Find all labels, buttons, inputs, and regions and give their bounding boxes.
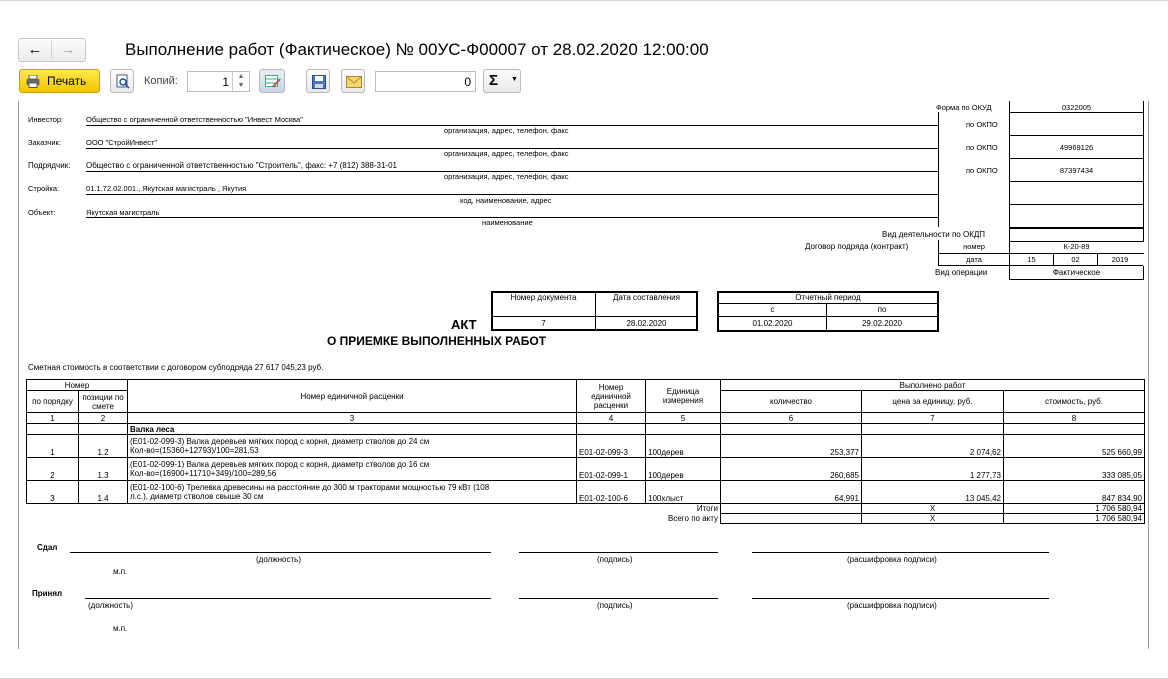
- grand-label: Всего по акту: [668, 514, 718, 523]
- col-num: 3: [128, 413, 577, 424]
- investor-value: Общество с ограниченной ответственностью "Инвест Москва": [86, 115, 303, 124]
- okpo-value: 87397434: [1059, 166, 1094, 175]
- contractor-label: Подрядчик:: [28, 161, 71, 170]
- accepted-signature-line: [519, 598, 718, 599]
- number-label: номер: [963, 242, 985, 251]
- table-row: [27, 481, 1145, 504]
- col-num: 4: [577, 413, 646, 424]
- contract-row-line: [938, 253, 1144, 254]
- period-row-line: [717, 316, 939, 317]
- okpo-value: 49969126: [1059, 143, 1094, 152]
- customer-label: Заказчик:: [28, 138, 61, 147]
- empty-cell: [721, 514, 862, 524]
- row-calc-text: Кол-во=(15360+12793)/100=281,53: [130, 446, 259, 455]
- window-top-border: [0, 0, 1168, 1]
- col-num: 8: [1004, 413, 1145, 424]
- doc-number-row-line: [491, 316, 698, 317]
- row-order: 1: [27, 435, 79, 458]
- edit-mode-button[interactable]: [259, 69, 285, 93]
- save-button[interactable]: [306, 69, 330, 93]
- empty-cell: [721, 504, 862, 514]
- table-row: [27, 435, 1145, 458]
- handed-decode-line: [752, 552, 1049, 553]
- customer-value: ООО "СтройИнвест": [86, 138, 158, 147]
- codes-row-line: [1009, 112, 1144, 113]
- row-position: 1.2: [79, 435, 128, 458]
- decode-caption: (расшифровка подписи): [847, 555, 937, 564]
- row-calc-text: Кол-во=(16900+11710+349)/100=289,56: [130, 469, 277, 478]
- col-num: 6: [721, 413, 862, 424]
- caption-org: организация, адрес, телефон, факс: [444, 172, 569, 181]
- handed-signature-line: [519, 552, 718, 553]
- stamp-label: м.п.: [113, 624, 128, 633]
- empty-cell: [646, 424, 721, 435]
- caption-org: организация, адрес, телефон, факс: [444, 149, 569, 158]
- act-subtitle: О ПРИЕМКЕ ВЫПОЛНЕННЫХ РАБОТ: [327, 334, 547, 348]
- stamp-label: м.п.: [113, 567, 128, 576]
- caption-org: организация, адрес, телефон, факс: [444, 126, 569, 135]
- object-value: Якутская магистраль: [86, 208, 160, 217]
- doc-number-header: Номер документа: [510, 293, 577, 302]
- row-cost: 333 085,05: [1004, 458, 1145, 481]
- send-email-button[interactable]: [341, 69, 365, 93]
- site-label: Стройка:: [28, 184, 60, 193]
- empty-cell: [1004, 424, 1145, 435]
- header-position: позиции по смете: [79, 391, 128, 413]
- row-unit: 100дерев: [646, 435, 721, 458]
- caption-name: наименование: [482, 218, 533, 227]
- header-price: цена за единицу, руб.: [862, 391, 1004, 413]
- operation-label: Вид операции: [935, 268, 988, 277]
- header-number: Номер: [27, 380, 128, 391]
- sum-value: 0: [464, 75, 471, 89]
- totals-label: Итоги: [696, 504, 718, 514]
- period-to-value: 29.02.2020: [861, 319, 903, 328]
- okpo-label: по ОКПО: [966, 143, 998, 152]
- row-unit: 100дерев: [646, 458, 721, 481]
- section-row: [27, 424, 1145, 435]
- accepted-label: Принял: [32, 589, 63, 598]
- totals-x: X: [862, 504, 1004, 514]
- envelope-icon: [346, 76, 362, 88]
- codes-left-line: [938, 112, 939, 227]
- sum-field[interactable]: [375, 71, 476, 92]
- copies-spinner[interactable]: [232, 72, 249, 91]
- back-button[interactable]: [19, 39, 51, 61]
- row-code: Е01-02-100-6: [577, 481, 646, 504]
- page-title: Выполнение работ (Фактическое) № 00УС-Ф00007 от 28.02.2020 12:00:00: [125, 40, 709, 59]
- sheet-left-border: [18, 101, 19, 649]
- site-line: [86, 194, 938, 195]
- decode-caption: (расшифровка подписи): [847, 601, 937, 610]
- row-cost: 847 834,90: [1004, 481, 1145, 504]
- row-name: [128, 458, 577, 481]
- copies-input[interactable]: [187, 71, 250, 92]
- sheet-right-border: [1148, 101, 1149, 649]
- spin-down-icon[interactable]: ▼: [237, 82, 245, 89]
- row-price: 1 277,73: [862, 458, 1004, 481]
- object-label: Объект:: [28, 208, 56, 217]
- accepted-decode-line: [752, 598, 1049, 599]
- okud-value: 0322005: [1061, 103, 1092, 112]
- codes-row-line: [1009, 158, 1144, 159]
- copies-value: 1: [222, 75, 229, 89]
- codes-row-line: [1009, 135, 1144, 136]
- date-day: 15: [1027, 255, 1036, 264]
- header-cost: стоимость, руб.: [1004, 391, 1145, 413]
- handed-position-line: [70, 552, 491, 553]
- spin-up-icon[interactable]: ▲: [237, 73, 245, 80]
- row-code: Е01-02-099-1: [577, 458, 646, 481]
- signature-caption: (подпись): [597, 555, 633, 564]
- row-unit: 100хлыст: [646, 481, 721, 504]
- empty-cell: [721, 424, 862, 435]
- investor-label: Инвестор:: [28, 115, 64, 124]
- accepted-position-line: [85, 598, 491, 599]
- okdp-label: Вид деятельности по ОКДП: [882, 230, 986, 239]
- doc-number-value: 7: [541, 319, 546, 328]
- magnifier-page-icon: [116, 74, 130, 89]
- codes-box: [1009, 101, 1144, 228]
- date-label: дата: [966, 255, 982, 264]
- position-caption: (должность): [88, 601, 133, 610]
- totals-row: [27, 504, 1145, 514]
- header-unit: Единица измерения: [646, 380, 721, 413]
- column-number-row: [27, 413, 1145, 424]
- date-year: 2019: [1111, 255, 1129, 264]
- doc-date-value: 28.02.2020: [626, 319, 667, 328]
- forward-button[interactable]: [52, 39, 84, 61]
- copies-label: Копий:: [144, 75, 178, 87]
- arrow-left-icon: ←: [27, 41, 43, 58]
- okpo-label: по ОКПО: [966, 120, 998, 129]
- row-code: Е01-02-099-3: [577, 435, 646, 458]
- row-qty: 253,377: [721, 435, 862, 458]
- works-table: [26, 379, 1145, 524]
- number-value: К-20-89: [1063, 242, 1090, 251]
- col-num: 2: [79, 413, 128, 424]
- period-from-label: с: [770, 305, 775, 314]
- okud-label: Форма по ОКУД: [936, 103, 992, 112]
- row-order: 2: [27, 458, 79, 481]
- row-name: [128, 435, 577, 458]
- header-done: Выполнено работ: [721, 380, 1145, 391]
- col-num: 1: [27, 413, 79, 424]
- navigation-buttons: [18, 38, 86, 62]
- table-header-row: [27, 380, 1145, 391]
- header-rate: Номер единичной расценки: [128, 380, 577, 413]
- row-calc-text: л.с.), диаметр стволов свыше 30 см: [130, 492, 264, 501]
- row-name-text: (Е01-02-100-6) Трелевка древесины на расстояние до 300 м тракторами мощностью 79 кВт (108: [130, 483, 490, 492]
- row-order: 3: [27, 481, 79, 504]
- grand-value: 1 706 580,94: [1004, 514, 1145, 524]
- grand-total-row: [27, 514, 1145, 524]
- preview-button[interactable]: [110, 69, 134, 93]
- period-from-value: 01.02.2020: [752, 319, 793, 328]
- operation-value: Фактическое: [1052, 268, 1101, 277]
- doc-date-header: Дата составления: [613, 293, 680, 302]
- period-to-label: по: [877, 305, 887, 314]
- row-qty: 260,685: [721, 458, 862, 481]
- row-name: [128, 481, 577, 504]
- codes-row-line: [1009, 204, 1144, 205]
- header-rate-number: Номер единичной расценки: [577, 380, 646, 413]
- row-cost: 525 660,99: [1004, 435, 1145, 458]
- site-value: 01.1.72.02.001., Якутская магистраль , Якутия: [86, 184, 247, 193]
- date-month: 02: [1071, 255, 1080, 264]
- col-num: 5: [646, 413, 721, 424]
- printer-icon: [26, 75, 40, 88]
- floppy-disk-icon: [312, 75, 326, 89]
- empty-cell: [27, 424, 79, 435]
- caption-code: код, наименование, адрес: [460, 196, 552, 205]
- doc-number-divider: [595, 291, 596, 331]
- arrow-right-icon: →: [60, 41, 76, 58]
- section-title: Валка леса: [128, 424, 577, 435]
- contractor-value: Общество с ограниченной ответственностью "Строитель", факс: +7 (812) 388-31-01: [86, 161, 397, 170]
- chevron-down-icon: ▼: [511, 76, 518, 83]
- sigma-icon: Σ: [489, 72, 499, 89]
- table-row: [27, 458, 1145, 481]
- row-name-text: (Е01-02-099-1) Валка деревьев мягких пород с корня, диаметр стволов до 16 см: [130, 460, 430, 469]
- position-caption: (должность): [256, 555, 301, 564]
- print-label: Печать: [47, 74, 87, 88]
- contract-label: Договор подряда (контракт): [805, 242, 909, 251]
- header-order: по порядку: [27, 391, 79, 413]
- act-title: АКТ: [451, 317, 477, 332]
- grand-x: X: [862, 514, 1004, 524]
- row-position: 1.3: [79, 458, 128, 481]
- signature-caption: (подпись): [597, 601, 633, 610]
- row-price: 2 074,62: [862, 435, 1004, 458]
- period-row-line: [717, 303, 939, 304]
- row-position: 1.4: [79, 481, 128, 504]
- empty-cell: [79, 424, 128, 435]
- row-qty: 64,991: [721, 481, 862, 504]
- codes-row-line: [1009, 181, 1144, 182]
- period-header: Отчетный период: [795, 293, 861, 302]
- print-button[interactable]: [19, 69, 100, 93]
- totals-value: 1 706 580,94: [1004, 504, 1145, 514]
- row-price: 13 045,42: [862, 481, 1004, 504]
- col-num: 7: [862, 413, 1004, 424]
- estimate-text: Сметная стоимость в соответствии с договором субподряда 27 617 045,23 руб.: [28, 363, 324, 372]
- table-edit-icon: [265, 75, 281, 88]
- handed-label: Сдал: [37, 543, 58, 552]
- sum-menu-button[interactable]: [483, 69, 521, 93]
- empty-cell: [862, 424, 1004, 435]
- row-name-text: (Е01-02-099-3) Валка деревьев мягких пород с корня, диаметр стволов до 24 см: [130, 437, 430, 446]
- empty-cell: [577, 424, 646, 435]
- okpo-label: по ОКПО: [966, 166, 998, 175]
- header-qty: количество: [721, 391, 862, 413]
